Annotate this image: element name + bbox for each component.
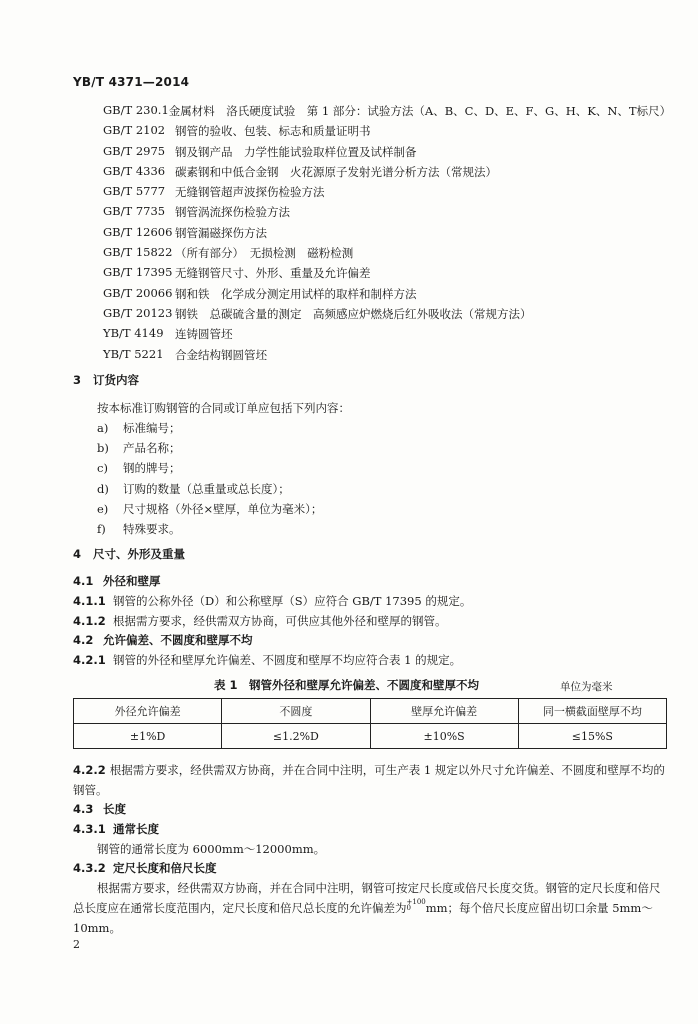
table-header-cell: 不圆度 <box>222 699 370 724</box>
length-tolerance: +100 0 <box>406 898 426 912</box>
reference-item: GB/T 5777 无缝钢管超声波探伤检验方法 <box>103 184 325 200</box>
clause-4-2-1: 4.2.1 钢管的外径和壁厚允许偏差、不圆度和壁厚不均应符合表 1 的规定。 <box>73 653 462 667</box>
table-header-cell: 同一横截面壁厚不均 <box>518 699 666 724</box>
reference-item: YB/T 5221 合金结构钢圆管坯 <box>103 346 267 362</box>
list-item: e) 尺寸规格（外径×壁厚，单位为毫米）； <box>97 501 323 516</box>
list-item: b) 产品名称； <box>97 441 181 456</box>
table-cell: ≤15%S <box>518 724 666 749</box>
table-1-unit: 单位为毫米 <box>560 681 613 693</box>
clause-4-3-2-heading: 4.3.2 定尺长度和倍尺长度 <box>73 861 217 875</box>
section-3-intro: 按本标准订购钢管的合同或订单应包括下列内容： <box>97 401 350 415</box>
clause-4-1-heading: 4.1 外径和壁厚 <box>73 574 161 588</box>
list-item: c) 钢的牌号； <box>97 461 181 476</box>
clause-4-2-2: 4.2.2 根据需方要求，经供需双方协商，并在合同中注明，可生产表 1 规定以外尺寸允许偏差、不圆度和壁厚不均的钢管。 <box>73 763 665 797</box>
table-cell: ±1%D <box>74 724 222 749</box>
table-header-cell: 外径允许偏差 <box>74 699 222 724</box>
clause-4-3-heading: 4.3 长度 <box>73 802 126 816</box>
reference-item: GB/T 15822 （所有部分） 无损检测 磁粉检测 <box>103 245 354 261</box>
reference-item: GB/T 20123 钢铁 总碳硫含量的测定 高频感应炉燃烧后红外吸收法（常规方法） <box>103 305 532 321</box>
list-item: a) 标准编号； <box>97 421 181 435</box>
clause-4-1-1: 4.1.1 钢管的公称外径（D）和公称壁厚（S）应符合 GB/T 17395 的规定。 <box>73 594 472 608</box>
clause-4-3-1-heading: 4.3.1 通常长度 <box>73 822 159 836</box>
clause-4-3-2-text: 根据需方要求，经供需双方协商，并在合同中注明，钢管可按定尺长度或倍尺长度交货。钢管的定尺长度和倍尺总长度应在通常长度范围内，定尺长度和倍尺总长度的允许偏差为 +100 0 mm；每个倍尺长度应留出切口余量 5mm～10mm。 <box>73 881 661 935</box>
list-item: f) 特殊要求。 <box>97 521 181 536</box>
clause-4-1-2: 4.1.2 根据需方要求，经供需双方协商，可供应其他外径和壁厚的钢管。 <box>73 614 447 628</box>
reference-item: GB/T 7735 钢管涡流探伤检验方法 <box>103 204 290 220</box>
table-header-cell: 壁厚允许偏差 <box>370 699 518 724</box>
reference-item: GB/T 4336 碳素钢和中低合金钢 火花源原子发射光谱分析方法（常规法） <box>103 163 497 179</box>
standard-id-header: YB/T 4371—2014 <box>73 75 190 89</box>
table-cell: ≤1.2%D <box>222 724 370 749</box>
reference-item: GB/T 17395 无缝钢管尺寸、外形、重量及允许偏差 <box>103 265 371 281</box>
reference-item: YB/T 4149 连铸圆管坯 <box>103 326 233 342</box>
section-3-heading: 3 订货内容 <box>73 373 139 387</box>
table-header-row <box>74 699 667 724</box>
clause-4-3-1-text: 钢管的通常长度为 6000mm～12000mm。 <box>97 842 326 856</box>
reference-item: GB/T 2975 钢及钢产品 力学性能试验取样位置及试样制备 <box>103 143 417 159</box>
list-item: d) 订购的数量（总重量或总长度）； <box>97 481 290 496</box>
table-cell: ±10%S <box>370 724 518 749</box>
table-1 <box>73 698 667 749</box>
page-number: 2 <box>73 938 80 951</box>
normative-references-list <box>103 103 672 367</box>
reference-item: GB/T 12606 钢管漏磁探伤方法 <box>103 224 267 240</box>
reference-item: GB/T 230.1 金属材料 洛氏硬度试验 第 1 部分：试验方法（A、B、C、D、E、F、G、H、K、N、T标尺） <box>103 103 672 118</box>
clause-4-2-heading: 4.2 允许偏差、不圆度和壁厚不均 <box>73 633 253 647</box>
table-row <box>74 724 667 749</box>
reference-item: GB/T 2102 钢管的验收、包装、标志和质量证明书 <box>103 123 371 139</box>
reference-item: GB/T 20066 钢和铁 化学成分测定用试样的取样和制样方法 <box>103 285 417 301</box>
table-1-caption: 表 1 钢管外径和壁厚允许偏差、不圆度和壁厚不均 <box>214 678 480 692</box>
section-4-heading: 4 尺寸、外形及重量 <box>73 547 185 561</box>
order-items-list <box>97 420 322 541</box>
